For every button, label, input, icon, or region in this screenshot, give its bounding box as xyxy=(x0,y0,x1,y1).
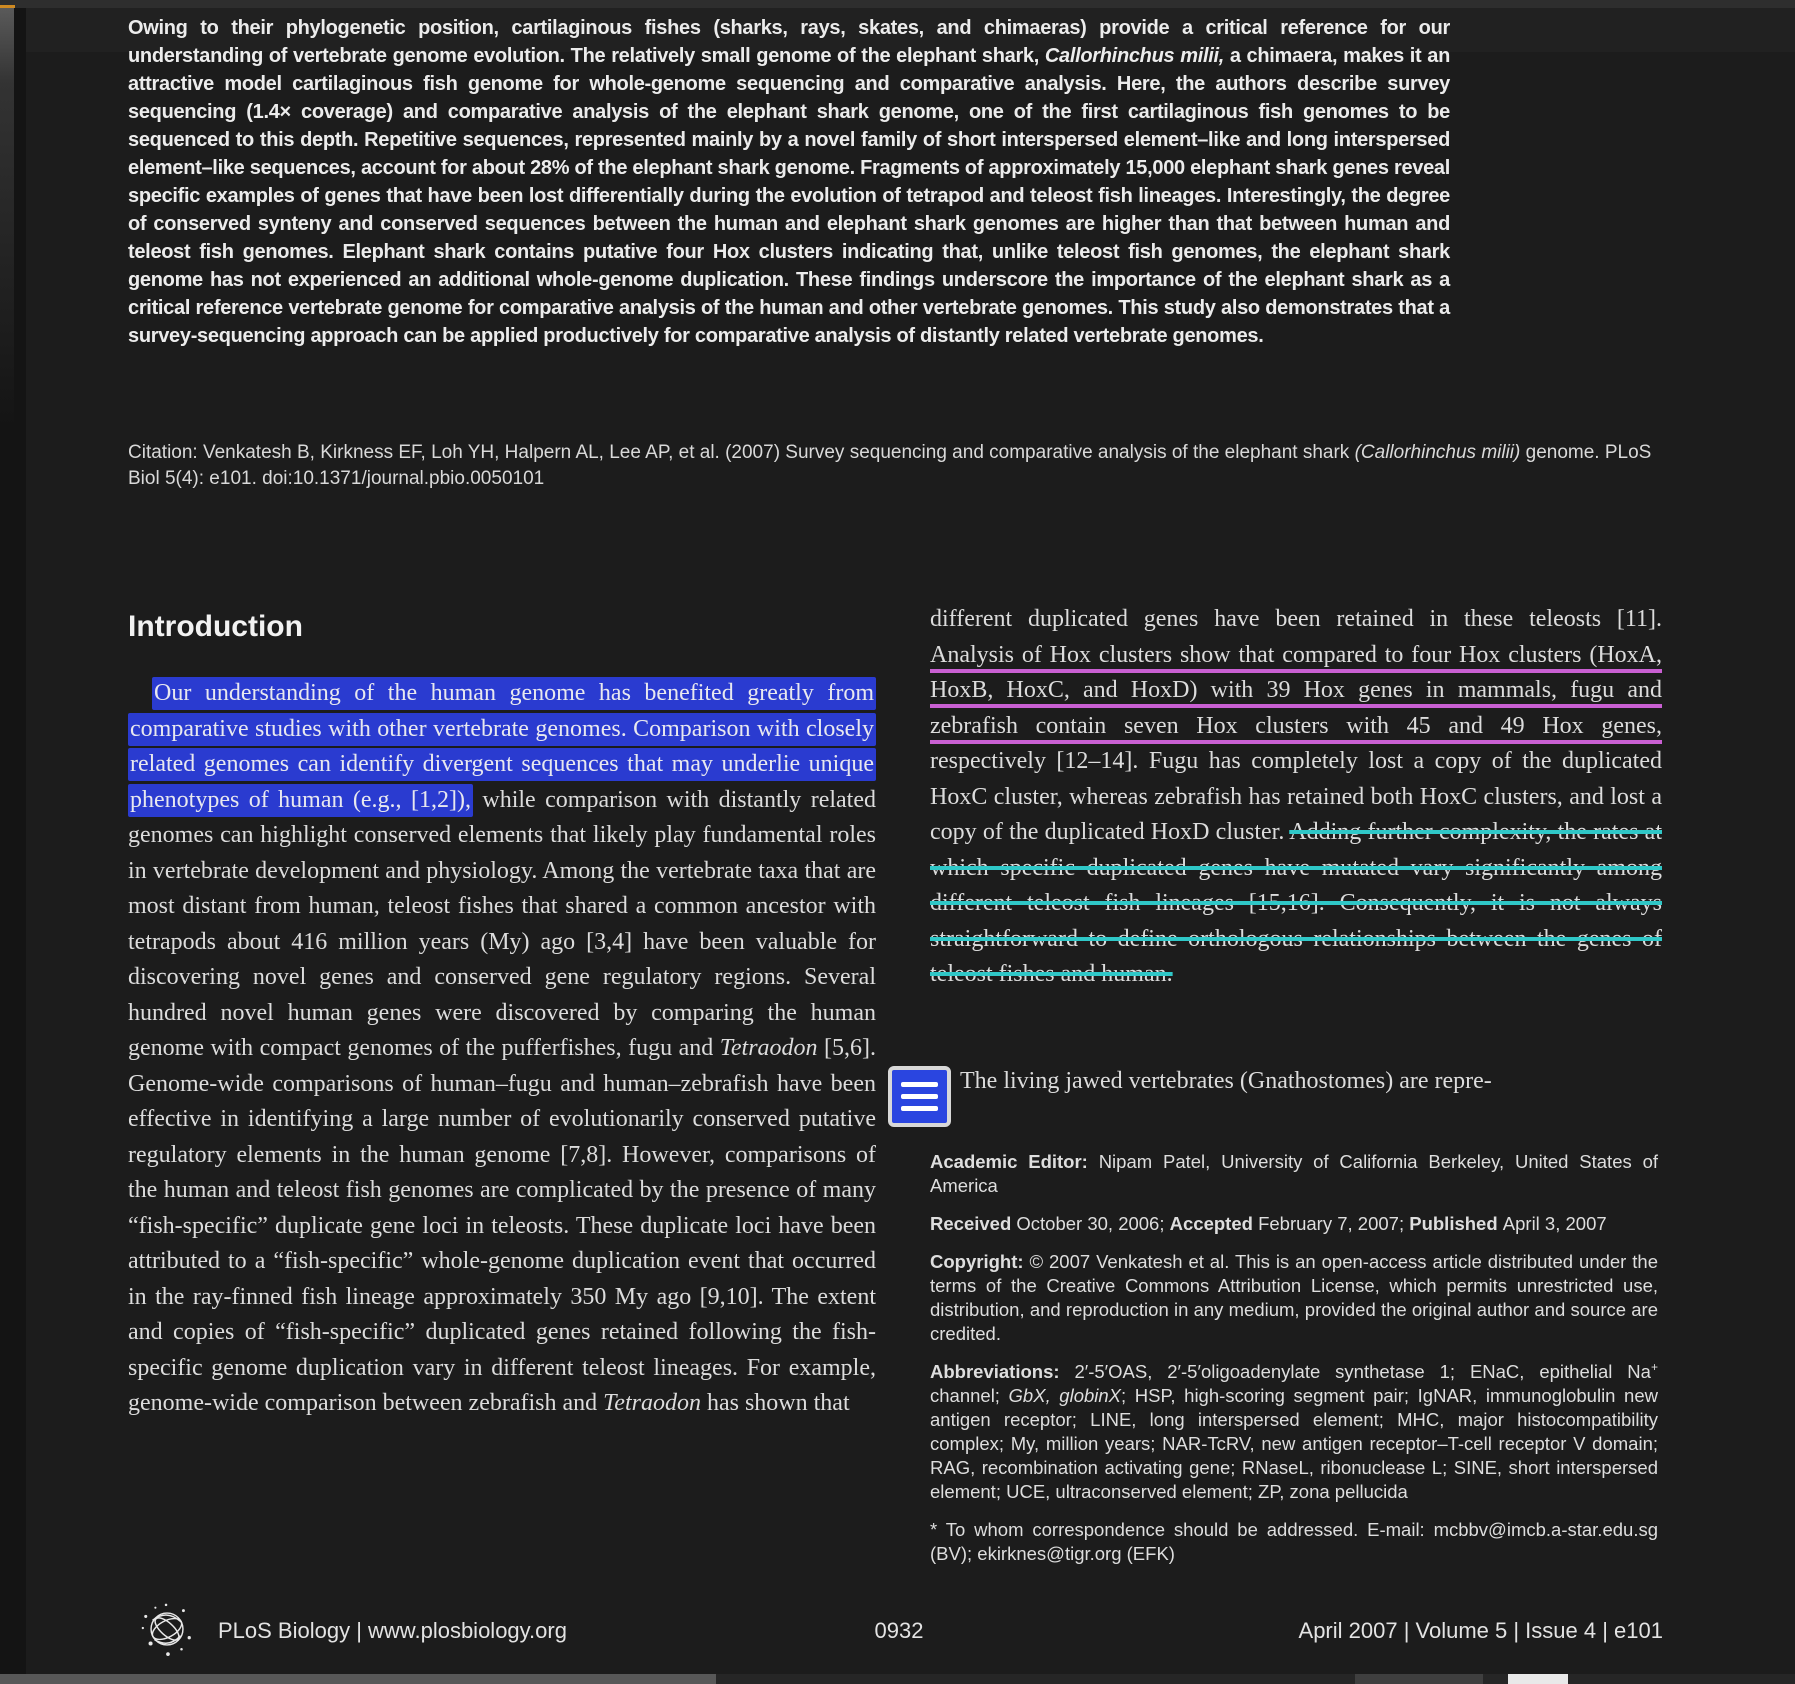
text-segment: ; HSP, high-scoring segment pair; IgNAR, immunoglobulin new antigen receptor; LINE, long interspersed element; MHC, major histocompatibility complex; My, million years; NAR-TcRV, new antigen receptor–T-cell receptor V domain; RAG, recombination activating gene; RNaseL, ribonuclease L; SINE, short interspersed element; UCE, ultraconserved element; ZP, zona pellucida xyxy=(930,1385,1658,1502)
text-segment: Nipam Patel, University of California Berkeley, United States of America xyxy=(930,1151,1659,1196)
bottom-bar-highlight-segment[interactable] xyxy=(1508,1674,1568,1684)
copyright-paragraph xyxy=(930,1250,1658,1346)
text-segment: October 30, 2006; xyxy=(1016,1213,1170,1234)
text-segment: © 2007 Venkatesh et al. This is an open-access article distributed under the terms of the Creative Commons Attribution License, which permits unrestricted use, distribution, and reproduction in any medium, provided the original author and source are credited. xyxy=(930,1251,1658,1344)
abstract-paragraph xyxy=(128,14,1450,350)
text-segment: respectively [12–14]. Fugu has completely lost a copy of the duplicated HoxC cluster, whereas zebrafish has retained both HoxC clusters, and lost a copy of the duplicated HoxD cluster. xyxy=(930,748,1662,845)
footer-page-number: 0932 xyxy=(874,1618,924,1643)
body-column-right-paragraph-1 xyxy=(930,602,1662,993)
text-segment: February 7, 2007; xyxy=(1258,1213,1410,1234)
plos-logo-icon xyxy=(138,1600,196,1663)
text-segment: Published xyxy=(1409,1213,1503,1234)
text-segment: channel; xyxy=(930,1385,1009,1406)
text-segment: * To whom correspondence should be addressed. E-mail: mcbbv@imcb.a-star.edu.sg (BV); ekirknes@tigr.org (EFK) xyxy=(930,1519,1658,1564)
bottom-scrollbar-thumb[interactable] xyxy=(0,1674,716,1684)
note-icon-bar xyxy=(901,1082,938,1087)
highlight-annotation[interactable]: Our understanding of the human genome has benefited greatly from comparative studies with other vertebrate genomes. Comparison with closely related genomes can identify divergent sequences that may underlie unique phenotypes of human (e.g., [1,2]), xyxy=(128,677,876,817)
article-metadata xyxy=(930,1150,1658,1580)
note-annotation-icon[interactable] xyxy=(888,1066,951,1127)
page-left-edge-glow xyxy=(0,8,14,428)
text-segment: Callorhinchus milii, xyxy=(1044,45,1224,67)
underline-annotation[interactable]: Analysis of Hox clusters show that compared to four Hox clusters (HoxA, HoxB, HoxC, and HoxD) with 39 Hox genes in mammals, fugu and zebrafish contain seven Hox clusters with 45 and 49 Hox genes, xyxy=(930,641,1662,739)
text-segment: Tetraodon xyxy=(719,1035,818,1061)
text-segment: Owing to their phylogenetic position, cartilaginous fishes (sharks, rays, skates, and chimaeras) provide a critical reference for our understanding of vertebrate genome evolution. The relatively small genome of the elephant shark, xyxy=(128,17,1450,67)
section-heading-introduction: Introduction xyxy=(128,610,303,643)
body-column-left xyxy=(128,676,876,1422)
text-segment: April 3, 2007 xyxy=(1502,1213,1607,1234)
text-segment: The living jawed vertebrates (Gnathostomes) are repre- xyxy=(960,1068,1492,1094)
text-segment: GbX, globinX xyxy=(1008,1385,1122,1406)
dates-line xyxy=(930,1212,1658,1236)
text-segment: while comparison with distantly related genomes can highlight conserved elements that likely play fundamental roles in vertebrate development and physiology. Among the vertebrate taxa that are most distant from human, teleost fishes that shared a common ancestor with tetrapods about 416 million years (My) ago [3,4] have been valuable for discovering novel genes and conserved gene regulatory regions. Several hundred novel human genes were discovered by comparing the human genome with compact genomes of the pufferfishes, fugu and xyxy=(128,786,876,1061)
window-top-strip xyxy=(0,0,1795,8)
text-segment: genome. PLoS Biol 5(4): e101. doi:10.1371/journal.pbio.0050101 xyxy=(128,442,1652,489)
text-segment: [5,6]. Genome-wide comparisons of human–fugu and human–zebrafish have been effective in identifying a large number of evolutionarily conserved putative regulatory elements in the human genome [7,8]. However, comparisons of the human and teleost fish genomes are complicated by the presence of many “fish-specific” duplicate gene loci in teleosts. These duplicate loci have been attributed to a “fish-specific” whole-genome duplication event that occurred in the ray-finned fish lineage approximately 350 My ago [9,10]. The extent and copies of “fish-specific” duplicated genes retained following the fish-specific genome duplication vary in different teleost lineages. For example, genome-wide comparison between zebrafish and xyxy=(128,1035,877,1416)
note-icon-bar xyxy=(901,1106,938,1111)
footer-issue-text: April 2007 | Volume 5 | Issue 4 | e101 xyxy=(1298,1618,1663,1643)
text-segment: has shown that xyxy=(700,1390,850,1416)
text-segment: Tetraodon xyxy=(603,1390,701,1416)
text-segment: Citation: Venkatesh B, Kirkness EF, Loh YH, Halpern AL, Lee AP, et al. (2007) Survey sequencing and comparative analysis of the elephant shark xyxy=(128,442,1355,463)
text-segment: a chimaera, makes it an attractive model cartilaginous fish genome for whole-genome sequencing and comparative analysis. Here, the authors describe survey sequencing (1.4× coverage) and comparative analysis of the elephant shark genome, one of the first cartilaginous fish genomes to be sequenced to this depth. Repetitive sequences, represented mainly by a novel family of short interspersed element–like and long interspersed element–like sequences, account for about 28% of the elephant shark genome. Fragments of approximately 15,000 elephant shark genes reveal specific examples of genes that have been lost differentially during the evolution of tetrapod and teleost fish lineages. Interestingly, the degree of conserved synteny and conserved sequences between the human and elephant shark genomes are higher than that between human and teleost fish genomes. Elephant shark contains putative four Hox clusters indicating that, unlike teleost fish genomes, the elephant shark genome has not experienced an additional whole-genome duplication. These findings underscore the importance of the elephant shark as a critical reference vertebrate genome for comparative analysis of the human and other vertebrate genomes. This study also demonstrates that a survey-sequencing approach can be applied productively for comparative analysis of distantly related vertebrate genomes. xyxy=(128,45,1450,347)
body-column-right-paragraph-2 xyxy=(930,1064,1662,1100)
bottom-scrollbar-track xyxy=(0,1674,1795,1684)
text-segment: (Callorhinchus milii) xyxy=(1354,442,1521,463)
footer-journal-text: PLoS Biology | www.plosbiology.org xyxy=(218,1618,567,1643)
text-segment: Accepted xyxy=(1169,1213,1259,1234)
text-segment: Abbreviations: xyxy=(930,1361,1075,1382)
strikethrough-annotation[interactable]: Adding further complexity, the rates at which specific duplicated genes have mutated vary significantly among different teleost fish lineages [15,16]. Consequently, it is not always straightforward to define orthologous relationships between the genes of teleost fishes and human. xyxy=(930,819,1662,987)
text-segment: 2′-5′OAS, 2′-5′oligoadenylate synthetase 1; ENaC, epithelial Na xyxy=(1074,1361,1651,1382)
text-segment: different duplicated genes have been retained in these teleosts [11]. xyxy=(930,606,1662,632)
text-segment: + xyxy=(1650,1359,1658,1374)
academic-editor-line xyxy=(930,1150,1658,1198)
bottom-bar-segment[interactable] xyxy=(1355,1674,1483,1684)
abbreviations-paragraph xyxy=(930,1360,1658,1504)
text-segment: Copyright: xyxy=(930,1251,1030,1272)
citation-line xyxy=(128,440,1665,492)
text-segment: Academic Editor: xyxy=(930,1151,1099,1172)
note-icon-bar xyxy=(901,1094,938,1099)
correspondence-paragraph xyxy=(930,1518,1658,1566)
text-segment: Received xyxy=(930,1213,1017,1234)
